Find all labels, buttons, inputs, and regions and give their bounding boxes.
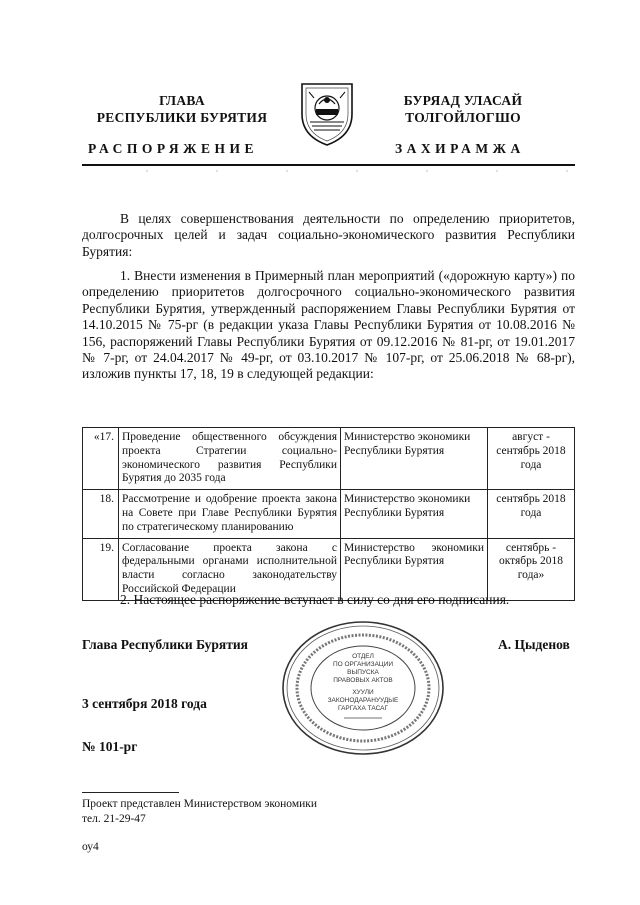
coat-of-arms-icon xyxy=(296,78,358,148)
header-dotted-line xyxy=(82,170,575,172)
header-left xyxy=(82,92,282,126)
seal-line-4: ПРАВОВЫХ АКТОВ xyxy=(333,677,393,684)
document-date: 3 сентября 2018 года xyxy=(82,696,207,711)
row-event: Проведение общественного обсуждения проекта Стратегии социально-экономического развития Республики Бурятия до 2035 года xyxy=(119,428,341,490)
row-number: 19. xyxy=(83,538,119,600)
row-due: август - сентябрь 2018 года xyxy=(488,428,575,490)
signatory-title: Глава Республики Бурятия xyxy=(82,637,248,652)
header-right-line1: БУРЯАД УЛАСАЙ xyxy=(403,93,523,108)
footnote-code: оу4 xyxy=(82,841,99,853)
seal-line-3: ВЫПУСКА xyxy=(347,669,379,676)
document-number: № 101-рг xyxy=(82,739,138,754)
seal-line-6: ЗАКОНОДАРАНУУДЫЕ xyxy=(327,697,399,704)
header-left-line2: РЕСПУБЛИКИ БУРЯТИЯ xyxy=(96,110,268,125)
footnote-phone: тел. 21-29-47 xyxy=(82,813,146,825)
seal-line-7: ГАРГАХА ТАСАГ xyxy=(337,705,389,712)
doc-type-russian: РАСПОРЯЖЕНИЕ xyxy=(88,141,259,156)
row-responsible: Министерство экономики Республики Бурятия xyxy=(341,490,488,538)
row-event: Согласование проекта закона с федеральными органами исполнительной власти согласно законодательству Российской Федерации xyxy=(119,538,341,600)
table-row xyxy=(83,490,575,538)
doc-type-buryat: ЗАХИРАМЖА xyxy=(395,141,525,156)
seal-line-1: ОТДЕЛ xyxy=(352,653,374,660)
row-due: сентябрь 2018 года xyxy=(488,490,575,538)
footnote-prepared-by: Проект представлен Министерством экономики xyxy=(82,798,318,810)
item-2-paragraph: 2. Настоящее распоряжение вступает в силу со дня его подписания. xyxy=(120,592,510,607)
header-right-line2: ТОЛГОЙЛОГШО xyxy=(405,110,521,125)
row-responsible: Министерство экономики Республики Бурятия xyxy=(341,428,488,490)
seal-line-5: ХУУЛИ xyxy=(352,689,374,696)
header-left-line1: ГЛАВА xyxy=(159,93,205,108)
row-due: сентябрь - октябрь 2018 года» xyxy=(488,538,575,600)
signatory-name: А. Цыденов xyxy=(498,637,570,652)
seal-line-2: ПО ОРГАНИЗАЦИИ xyxy=(332,661,394,668)
row-responsible: Министерство экономики Республики Бурятия xyxy=(341,538,488,600)
table-row xyxy=(83,428,575,490)
table-row xyxy=(83,538,575,600)
official-seal-icon xyxy=(278,618,448,758)
row-number: «17. xyxy=(83,428,119,490)
roadmap-table xyxy=(82,427,575,601)
header-right xyxy=(358,92,568,126)
footnote-rule xyxy=(82,792,179,793)
row-number: 18. xyxy=(83,490,119,538)
intro-paragraph: В целях совершенствования деятельности по определению приоритетов, долгосрочных целей и задач социально-экономического развития Республики Бурятия: xyxy=(82,211,575,259)
row-event: Рассмотрение и одобрение проекта закона на Совете при Главе Республики Бурятия по стратегическому планированию xyxy=(119,490,341,538)
header-rule xyxy=(82,164,575,166)
item-1-paragraph: 1. Внести изменения в Примерный план мероприятий («дорожную карту») по определению приоритетов долгосрочного социально-экономического развития Республики Бурятия, утвержденный распоряжением Главы Республики Бурятия от 14.10.2015 № 75-рг (в редакции указа Главы Республики Бурятия от 10.08.2016 № 156, распоряжений Главы Республики Бурятия от 09.12.2016 № 81-рг, от 19.01.2017 № 7-рг, от 24.04.2017 № 49-рг, от 03.10.2017 № 107-рг, от 25.06.2018 № 68-рг), изложив пункты 17, 18, 19 в следующей редакции: xyxy=(82,268,575,382)
